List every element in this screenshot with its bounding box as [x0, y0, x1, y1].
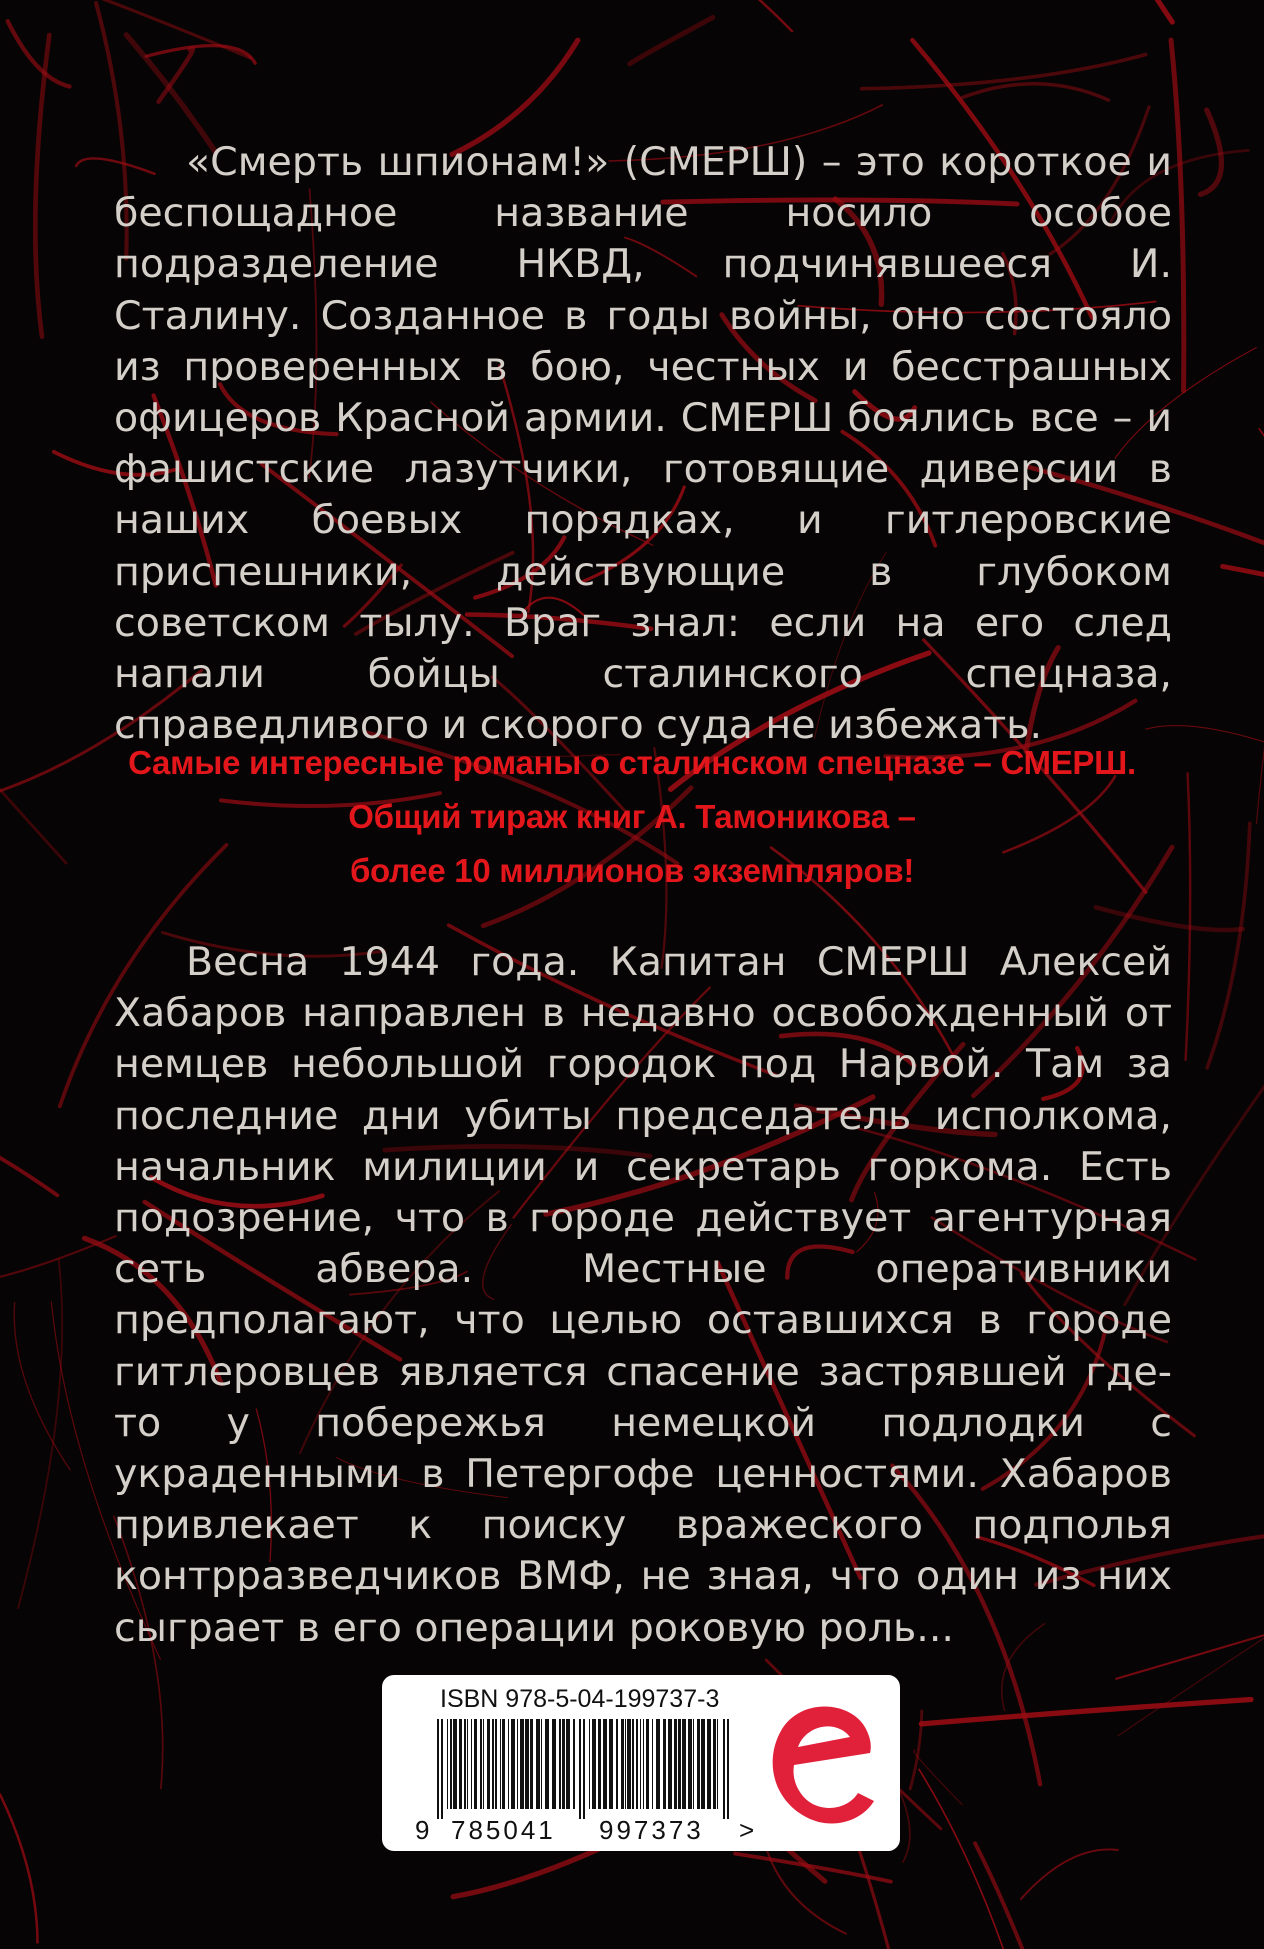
- barcode-bar: [562, 1719, 565, 1809]
- barcode-bar: [471, 1719, 472, 1809]
- scratch-stroke: [55, 0, 251, 58]
- barcode-guard-bar: [437, 1719, 439, 1819]
- barcode-bar: [688, 1719, 692, 1809]
- barcode-bar: [536, 1719, 540, 1809]
- barcode-bar: [573, 1719, 575, 1809]
- barcode-bar: [487, 1719, 490, 1809]
- barcode-bar: [640, 1719, 641, 1809]
- barcode-bar: [701, 1719, 705, 1809]
- scratch-stroke: [919, 1769, 1042, 1949]
- barcode-bar: [495, 1719, 497, 1809]
- barcode-bar: [693, 1719, 694, 1809]
- barcode-guard-bar: [723, 1719, 725, 1819]
- barcode-bar: [480, 1719, 482, 1809]
- promo-line-3: более 10 миллионов экземпляров!: [349, 852, 915, 889]
- barcode-bar: [552, 1719, 556, 1809]
- promo-line-2: Общий тираж книг А. Тамоникова –: [348, 798, 916, 835]
- barcode-bar: [520, 1719, 524, 1809]
- barcode-bar: [598, 1719, 601, 1809]
- barcode-bar: [707, 1719, 711, 1809]
- scratch-stroke: [1171, 40, 1184, 391]
- barcode-bar: [483, 1719, 484, 1809]
- scratch-stroke: [1259, 429, 1264, 636]
- scratch-stroke: [1021, 1849, 1118, 1899]
- scratch-stroke: [991, 0, 1173, 22]
- barcode-bar: [632, 1719, 634, 1809]
- barcode-bar: [636, 1719, 638, 1809]
- barcode-bar: [530, 1719, 533, 1809]
- barcode-bar: [453, 1719, 457, 1809]
- barcode-bar: [517, 1719, 518, 1809]
- barcode-bar: [525, 1719, 529, 1809]
- isbn-label: ISBN 978-5-04-199737-3: [440, 1685, 720, 1713]
- barcode-bar: [464, 1719, 466, 1809]
- barcode-bar: [616, 1719, 618, 1809]
- barcode-bar: [668, 1719, 672, 1809]
- scratch-stroke: [1223, 566, 1264, 654]
- scratch-stroke: [963, 84, 1109, 100]
- barcode-bar: [559, 1719, 561, 1809]
- barcode-bar: [682, 1719, 686, 1809]
- barcode-bar: [713, 1719, 716, 1809]
- barcode-bar: [621, 1719, 624, 1809]
- scratch-stroke: [0, 1131, 57, 1195]
- barcode-bar: [467, 1719, 468, 1809]
- scratch-stroke: [0, 1795, 37, 1943]
- barcode-bar: [627, 1719, 631, 1809]
- barcode-bar: [603, 1719, 607, 1809]
- barcode-bar: [609, 1719, 613, 1809]
- barcode-digit-first: 9: [415, 1815, 430, 1845]
- scratch-stroke: [914, 1750, 963, 1804]
- barcode-bar: [674, 1719, 677, 1809]
- scratch-stroke: [862, 55, 1146, 89]
- barcode-bar: [717, 1719, 718, 1809]
- barcode-bar: [545, 1719, 549, 1809]
- barcode-bar: [450, 1719, 452, 1809]
- barcode-bar: [508, 1719, 509, 1809]
- barcode-digits-left: 785041: [451, 1815, 556, 1845]
- barcode-bar: [566, 1719, 570, 1809]
- barcode-bar: [447, 1719, 448, 1809]
- barcode-bar: [541, 1719, 542, 1809]
- barcode-bar: [697, 1719, 700, 1809]
- barcode-guard-bar: [441, 1719, 443, 1819]
- scratch-stroke: [35, 35, 49, 337]
- barcode-guard-bar: [583, 1719, 585, 1819]
- barcode-guard-bar: [727, 1719, 729, 1819]
- barcode-bar: [502, 1719, 505, 1809]
- barcode-bar: [643, 1719, 644, 1809]
- scratch-stroke: [1201, 110, 1222, 194]
- scratch-stroke: [765, 1843, 846, 1933]
- barcode-bar: [474, 1719, 477, 1809]
- barcode-graphic: [409, 1719, 759, 1845]
- barcode-bar: [492, 1719, 494, 1809]
- barcode-bar: [459, 1719, 462, 1809]
- barcode-bar: [592, 1719, 596, 1809]
- barcode-bar: [678, 1719, 681, 1809]
- barcode-bar: [646, 1719, 649, 1809]
- scratch-stroke: [975, 1843, 1057, 1949]
- scratch-stroke: [630, 17, 713, 63]
- eksmo-logo-icon: [762, 1689, 884, 1837]
- scratch-stroke: [921, 1700, 1251, 1724]
- barcode-bar: [511, 1719, 515, 1809]
- blurb-paragraph-intro: «Смерть шпионам!» (СМЕРШ) – это короткое и беспощадное название носило особое подразделение НКВД, подчинявшееся И. Сталину. Созданное в годы войны, оно состояло из проверенных в бою, честных и бесстрашных офицеров Красной армии. СМЕРШ боялись все – и фашистские лазутчики, готовящие диверсии в наших боевых порядках, и гитлеровские приспешники, действующие в глубоком советском тылу. Враг знал: если на его след напали бойцы сталинского спецназа, справедливого и скорого суда не избежать.: [114, 139, 1172, 749]
- barcode-digits-right: 997373: [599, 1815, 704, 1845]
- barcode-panel: [382, 1675, 900, 1851]
- barcode-bar: [625, 1719, 626, 1809]
- scratch-stroke: [18, 1259, 62, 1608]
- blurb-paragraph-plot: Весна 1944 года. Капитан СМЕРШ Алексей Хабаров направлен в недавно освобожденный от немцев небольшой городок под Нарвой. Там за последние дни убиты председатель исполкома, начальник милиции и секретарь горкома. Есть подозрение, что в городе действует агентурная сеть абвера. Местные оперативники предполагают, что целью оставшихся в городе гитлеровцев является спасение застрявшей где-то у побережья немецкой подлодки с украденными в Петергофе ценностями. Хабаров привлекает к поиску вражеского подполья контрразведчиков ВМФ, не зная, что один из них сыграет в его операции роковую роль...: [114, 939, 1172, 1651]
- scratch-stroke: [8, 21, 70, 86]
- barcode-bar: [663, 1719, 666, 1809]
- barcode-guard-bar: [579, 1719, 581, 1819]
- scratch-stroke: [735, 1854, 891, 1882]
- barcode-bar: [589, 1719, 590, 1809]
- barcode-end-marker: >: [739, 1815, 755, 1845]
- promo-line-1: Самые интересные романы о сталинском спецназе – СМЕРШ.: [128, 744, 1136, 781]
- barcode-bar: [656, 1719, 660, 1809]
- barcode-bar: [652, 1719, 653, 1809]
- scratch-stroke: [126, 35, 215, 152]
- scratch-stroke: [524, 0, 792, 31]
- barcode-bar: [500, 1719, 501, 1809]
